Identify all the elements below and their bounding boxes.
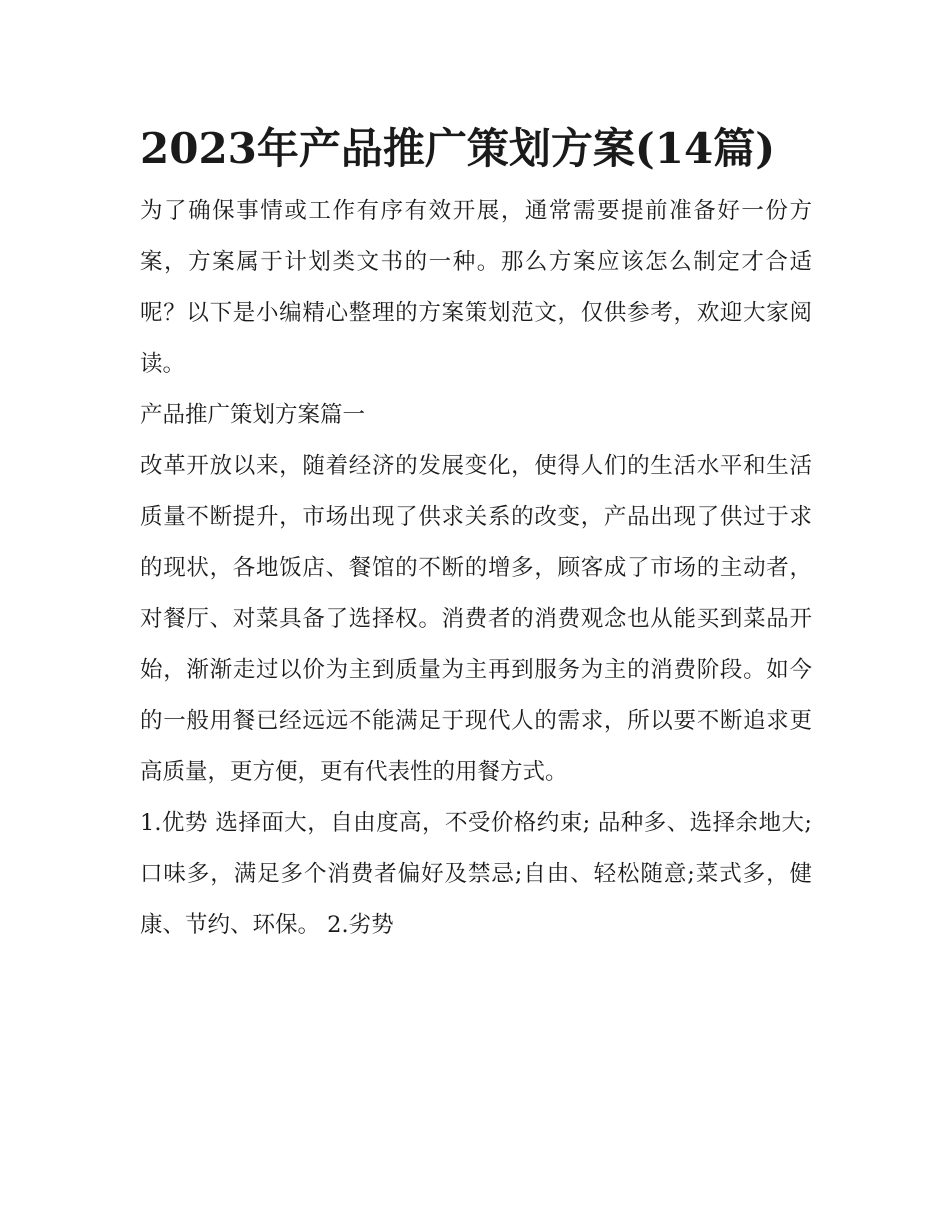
body-paragraph: 改革开放以来，随着经济的发展变化，使得人们的生活水平和生活质量不断提升，市场出现了供求关系的改变，产品出现了供过于求的现状，各地饭店、餐馆的不断的增多，顾客成了市场的主动者，对餐厅、对菜具备了选择权。消费者的消费观念也从能买到菜品开始，渐渐走过以价为主到质量为主再到服务为主的消费阶段。如今的一般用餐已经远远不能满足于现代人的需求，所以要不断追求更高质量，更方便，更有代表性的用餐方式。 <box>140 453 812 785</box>
document-title: 2023年产品推广策划方案(14篇) <box>140 124 776 173</box>
intro-paragraph: 为了确保事情或工作有序有效开展，通常需要提前准备好一份方案，方案属于计划类文书的一种。那么方案应该怎么制定才合适呢？以下是小编精心整理的方案策划范文，仅供参考，欢迎大家阅读。 <box>140 198 812 377</box>
body-paragraph: 1.优势 选择面大，自由度高，不受价格约束; 品种多、选择余地大;口味多，满足多个消费者偏好及禁忌;自由、轻松随意;菜式多，健康、节约、环保。 2.劣势 <box>140 810 812 938</box>
document-page <box>140 118 812 951</box>
section-heading: 产品推广策划方案篇一 <box>140 402 366 428</box>
